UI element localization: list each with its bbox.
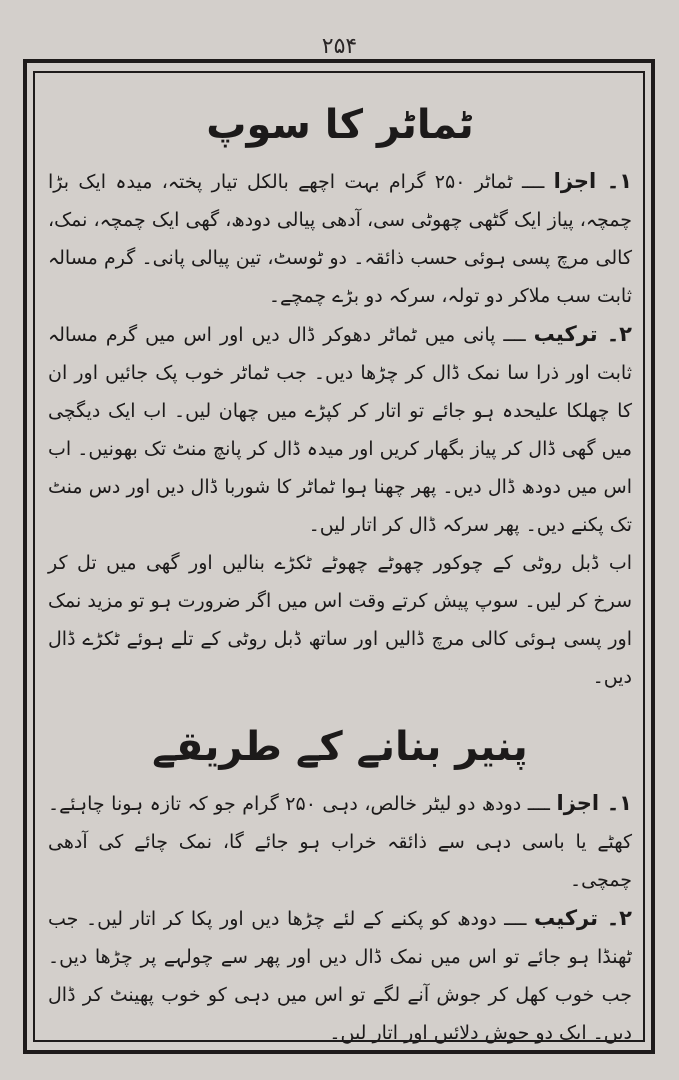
ingredients-label: ۱۔ اجزا bbox=[556, 791, 632, 815]
ingredients-label: ۱۔ اجزا bbox=[553, 169, 633, 193]
ingredients-paragraph: ۱۔ اجزا ــــ دودھ دو لیٹر خالص، دہی ۲۵۰ گرام جو کہ تازہ ہونا چاہئے۔ کھٹے یا باسی دہی سے ذائقہ خراب ہو جائے گا، نمک چائے کی آدھی چمچی۔ bbox=[48, 791, 632, 891]
method-label: ۲۔ ترکیب bbox=[533, 322, 632, 346]
page-content bbox=[48, 88, 633, 1044]
ingredients-paragraph: ۱۔ اجزا ــــ ٹماٹر ۲۵۰ گرام بہت اچھے بالکل تیار پختہ، میدہ ایک بڑا چمچہ، پیاز ایک گٹھی چھوٹی سی، آدھی پیالی دودھ، گھی ایک چمچہ، نمک، کالی مرچ پسی ہوئی حسب ذائقہ۔ دو ٹوسٹ، تین پیالی پانی۔ گرم مسالہ ثابت سب ملاکر دو تولہ، سرکہ دو بڑے چمچے۔ bbox=[48, 169, 633, 307]
serving-paragraph bbox=[48, 544, 632, 696]
method-text: دودھ کو پکنے کے لئے چڑھا دیں اور پکا کر اتار لیں۔ جب ٹھنڈا ہو جائے تو اس میں نمک ڈال دیں اور پھر سے چولہے پر چڑھا دیں۔ جب خوب کھل کر جوش آنے لگے تو اس میں دہی کو خوب پھینٹ کر ڈال دیں۔ ایک دو جوش دلائیں اور اتار لیں۔ bbox=[48, 908, 632, 1044]
method-label: ۲۔ ترکیب bbox=[534, 906, 632, 930]
page-number: ۲۵۴ bbox=[321, 34, 358, 59]
serving-text: اب ڈبل روٹی کے چوکور چھوٹے چھوٹے ٹکڑے بنالیں اور گھی میں تل کر سرخ کر لیں۔ سوپ پیش کرتے وقت اس میں اگر ضرورت ہو تو مزید نمک اور پسی ہوئی کالی مرچ ڈالیں اور ساتھ ڈبل روٹی کے تلے ہوئے ٹکڑے ڈال دیں۔ bbox=[48, 552, 632, 688]
ingredients-text: دودھ دو لیٹر خالص، دہی ۲۵۰ گرام جو کہ تازہ ہونا چاہئے۔ کھٹے یا باسی دہی سے ذائقہ خراب ہو جائے گا، نمک چائے کی آدھی چمچی۔ bbox=[48, 793, 632, 891]
recipe-title-tomato-soup: ٹماٹر کا سوپ bbox=[206, 102, 474, 148]
method-paragraph: ۲۔ ترکیب ــــ دودھ کو پکنے کے لئے چڑھا دیں اور پکا کر اتار لیں۔ جب ٹھنڈا ہو جائے تو اس میں نمک ڈال دیں اور پھر سے چولہے پر چڑھا دیں۔ جب خوب کھل کر جوش آنے لگے تو اس میں دہی کو خوب پھینٹ کر ڈال دیں۔ ایک دو جوش دلائیں اور اتار لیں۔ bbox=[48, 906, 632, 1044]
recipe-title-paneer: پنیر بنانے کے طریقے bbox=[152, 724, 528, 770]
ingredients-text: ٹماٹر ۲۵۰ گرام بہت اچھے بالکل تیار پختہ، میدہ ایک بڑا چمچہ، پیاز ایک گٹھی چھوٹی سی، آدھی پیالی دودھ، گھی ایک چمچہ، نمک، کالی مرچ پسی ہوئی حسب ذائقہ۔ دو ٹوسٹ، تین پیالی پانی۔ گرم مسالہ ثابت سب ملاکر دو تولہ، سرکہ دو بڑے چمچے۔ bbox=[48, 171, 632, 307]
method-text: پانی میں ٹماٹر دھوکر ڈال دیں اور اس میں گرم مسالہ ثابت اور ذرا سا نمک ڈال کر چڑھا دیں۔ جب ٹماٹر خوب پک جائیں اور ان کا چھلکا علیحدہ ہو جائے تو اتار کر کپڑے میں چھان لیں۔ اب ایک دیگچی میں گھی ڈال کر پیاز بگھار کریں اور میدہ ڈال کر پانچ منٹ تک بھونیں۔ اب اس میں دودھ ڈال دیں۔ پھر چھنا ہوا ٹماٹر کا شوربا ڈال دیں اور دس منٹ تک پکنے دیں۔ پھر سرکہ ڈال کر اتار لیں۔ bbox=[48, 324, 632, 536]
method-paragraph: ۲۔ ترکیب ــــ پانی میں ٹماٹر دھوکر ڈال دیں اور اس میں گرم مسالہ ثابت اور ذرا سا نمک ڈال کر چڑھا دیں۔ جب ٹماٹر خوب پک جائیں اور ان کا چھلکا علیحدہ ہو جائے تو اتار کر کپڑے میں چھان لیں۔ اب ایک دیگچی میں گھی ڈال کر پیاز بگھار کریں اور میدہ ڈال کر پانچ منٹ تک بھونیں۔ اب اس میں دودھ ڈال دیں۔ پھر چھنا ہوا ٹماٹر کا شوربا ڈال دیں اور دس منٹ تک پکنے دیں۔ پھر سرکہ ڈال کر اتار لیں۔ bbox=[48, 322, 632, 536]
